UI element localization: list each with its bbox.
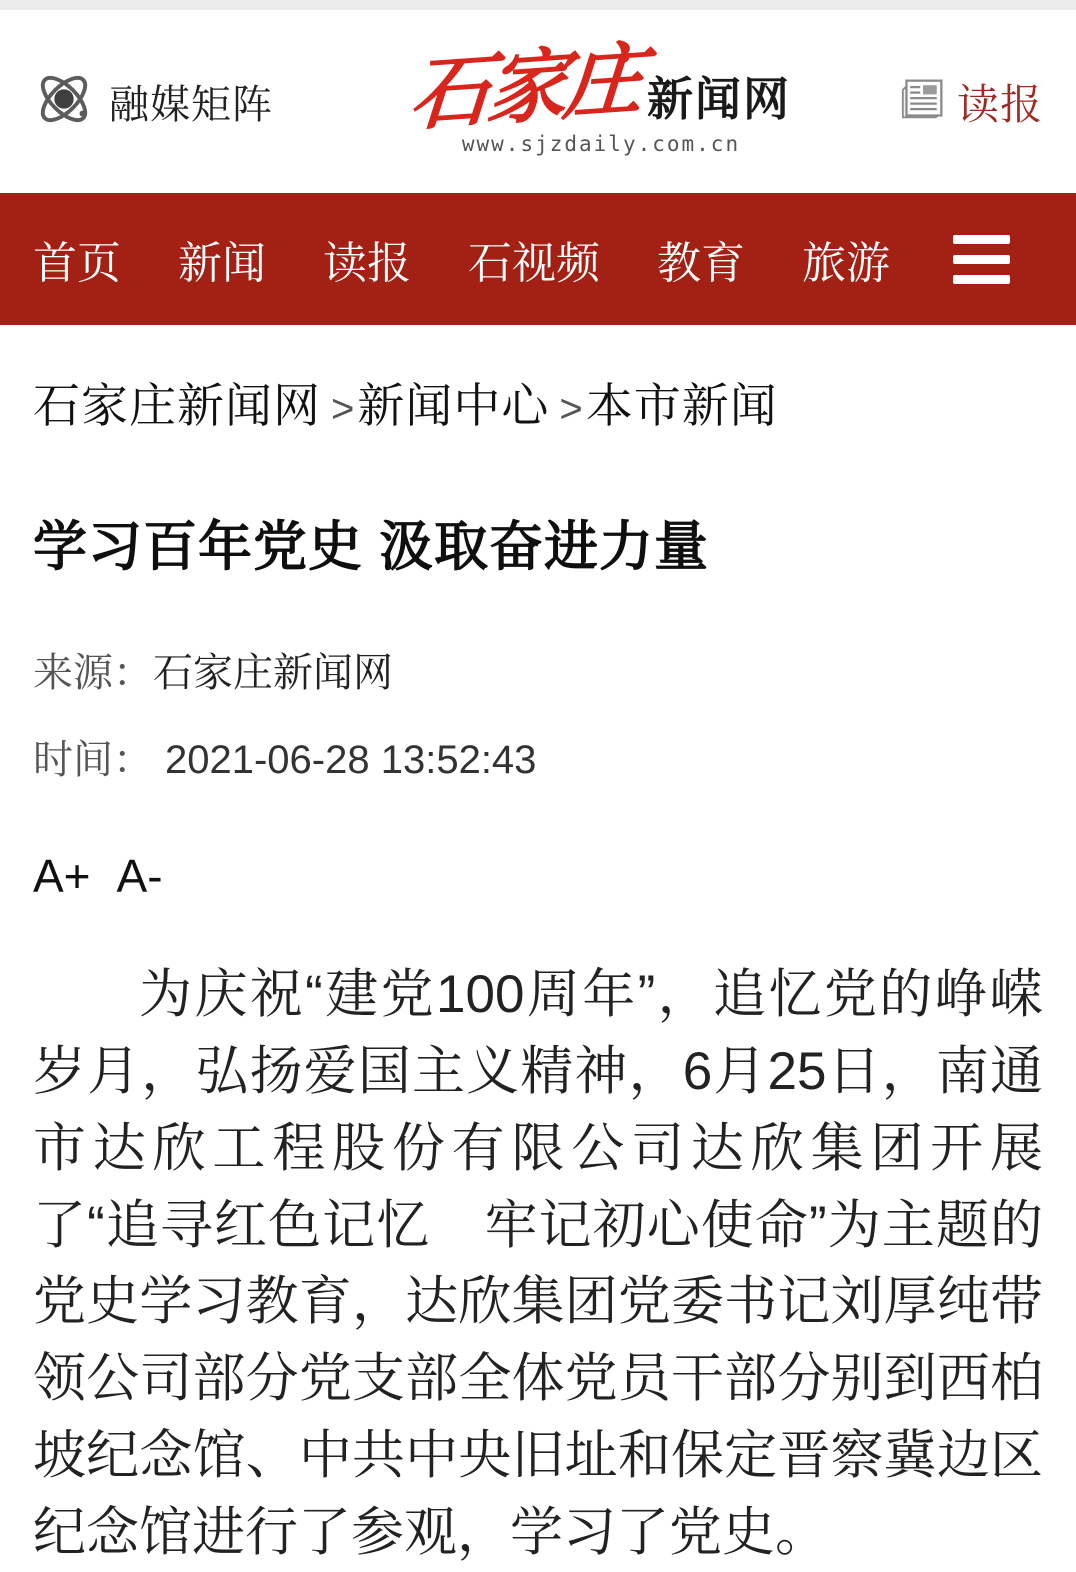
article-body-paragraph: 为庆祝“建党100周年”，追忆党的峥嵘岁月，弘扬爱国主义精神，6月25日，南通市达欣工程股份有限公司达欣集团开展了“追寻红色记忆 牢记初心使命”为主题的党史学习教育，达欣集团党委书记刘厚纯带领公司部分党支部全体党员干部分别到西柏坡纪念馆、中共中央旧址和保定晋察冀边区纪念馆进行了参观，学习了党史。 (33, 965, 1043, 1562)
nav-item-news[interactable]: 新闻 (178, 239, 266, 288)
breadcrumb-item-local-news[interactable]: 本市新闻 (585, 379, 778, 432)
time-value: 2021-06-28 13:52:43 (165, 738, 537, 782)
site-header (0, 10, 1076, 193)
top-strip (0, 0, 1076, 10)
nav-item-readpaper[interactable]: 读报 (323, 239, 411, 288)
atom-icon (33, 68, 95, 135)
breadcrumb-separator: > (331, 387, 356, 431)
nav-item-video[interactable]: 石视频 (468, 239, 600, 288)
font-size-controls (33, 849, 1043, 903)
article-title: 学习百年党史 汲取奋进力量 (33, 517, 710, 577)
newspaper-icon (899, 77, 947, 126)
nav-item-education[interactable]: 教育 (657, 239, 745, 288)
article-source-line (33, 641, 1043, 698)
breadcrumb-separator: > (559, 387, 584, 431)
main-nav (0, 193, 1076, 325)
read-paper-label: 读报 (956, 80, 1043, 128)
logo-site-url: www.sjzdaily.com.cn (461, 132, 741, 156)
breadcrumb-item-site[interactable]: 石家庄新闻网 (33, 379, 321, 432)
logo-brand-red-text: 石家庄 (407, 35, 643, 140)
nav-item-travel[interactable]: 旅游 (802, 239, 890, 288)
logo-brand-black-text: 新闻网 (646, 73, 791, 125)
site-logo[interactable] (407, 35, 791, 156)
media-matrix-label: 融媒矩阵 (109, 83, 273, 127)
article-page (0, 369, 1076, 1572)
source-label: 来源： (33, 651, 153, 695)
time-label: 时间： (33, 738, 153, 782)
hamburger-menu-icon[interactable] (953, 235, 1010, 284)
source-value: 石家庄新闻网 (153, 651, 393, 695)
read-paper-link[interactable] (899, 72, 1043, 132)
article-time-line (33, 728, 1043, 785)
media-matrix-link[interactable] (33, 68, 273, 135)
nav-item-home[interactable]: 首页 (33, 239, 121, 288)
font-increase-button[interactable]: A+ (33, 850, 91, 902)
breadcrumb (33, 369, 1043, 436)
font-decrease-button[interactable]: A- (116, 850, 163, 902)
breadcrumb-item-news-center[interactable]: 新闻中心 (357, 379, 550, 432)
